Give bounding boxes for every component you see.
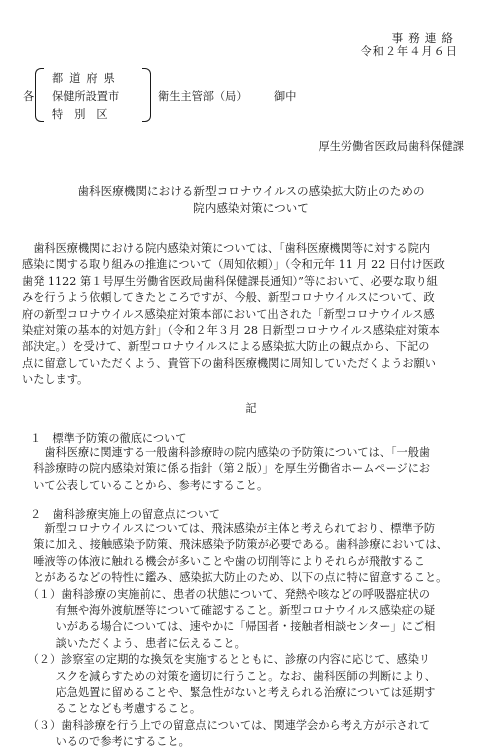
list-item-line: スクを減らすための対策を適切に行うこと。なお、歯科医師の判断により、 bbox=[22, 669, 436, 683]
document-type-label: 事務連絡 bbox=[391, 31, 458, 45]
addressee-department: 衛生主管部（局） bbox=[158, 90, 248, 103]
section-1-line: 科診療時の院内感染対策に係る指針（第２版）」を厚生労働省ホームページにお bbox=[22, 462, 431, 476]
addressee-prefix: 各 bbox=[23, 90, 35, 103]
document-date: 令和２年４月６日 bbox=[360, 45, 458, 58]
document-title-line-2: 院内感染対策について bbox=[193, 201, 309, 215]
body-line: 点に留意していただくよう、貴管下の歯科医療機関に周知していただくようお願い bbox=[22, 356, 436, 370]
body-line: 府の新型コロナウイルス感染症対策本部において出された「新型コロナウイルス感 bbox=[22, 307, 435, 321]
body-line: 歯科医療機関における院内感染対策については、「歯科医療機関等に対する院内 bbox=[22, 242, 431, 255]
section-1-line: 歯科医療に関連する一般歯科診療時の院内感染の予防策については、「一般歯 bbox=[22, 446, 431, 459]
section-2-line: 策に加え、接触感染予防策、飛沫感染予防策が必要である。歯科診療においては、 bbox=[22, 538, 448, 552]
addressee-line-prefectures: 都道府県 bbox=[52, 72, 121, 85]
list-item-line: 応急処置に留めることや、緊急性がないと考えられる治療については延期す bbox=[22, 686, 436, 700]
list-item-line: いるので参考にすること。 bbox=[22, 735, 190, 749]
ki-heading: 記 bbox=[245, 402, 257, 415]
addressee-line-cities: 保健所設置市 bbox=[52, 90, 120, 103]
section-1-heading: １ 標準予防策の徹底について bbox=[30, 432, 187, 445]
list-item-2 bbox=[22, 652, 448, 718]
section-1-body bbox=[22, 445, 430, 494]
left-bracket bbox=[35, 68, 44, 122]
addressee-honorific: 御中 bbox=[274, 90, 297, 103]
list-item-line: （２）診察室の定期的な換気を実施するとともに、診療の内容に応じて、感染リ bbox=[22, 653, 431, 667]
list-item-line: 談いただくよう、患者に伝えること。 bbox=[22, 636, 246, 650]
list-item-line: （１）歯科診療の実施前に、患者の状態について、発熱や咳などの呼吸器症状の bbox=[22, 587, 430, 601]
section-2-line: 新型コロナウイルスについては、飛沫感染が主体と考えられており、標準予防 bbox=[22, 522, 436, 535]
section-2-line: とがあるなどの特性に鑑み、感染拡大防止のため、以下の点に特に留意すること。 bbox=[22, 571, 448, 585]
list-item-1 bbox=[22, 587, 448, 653]
list-item-line: （３）歯科診療を行う上での留意点については、関連学会から考え方が示されて bbox=[22, 718, 431, 732]
body-line: いたします。 bbox=[22, 373, 89, 387]
body-line: 部決定。）を受けて、新型コロナウイルスによる感染拡大防止の観点から、下記の bbox=[22, 340, 430, 354]
list-item-line: 有無や海外渡航歴等について確認すること。新型コロナウイルス感染症の疑 bbox=[22, 604, 436, 618]
addressee-block bbox=[22, 64, 322, 126]
body-paragraph bbox=[22, 241, 472, 389]
section-1-line: いて公表していることから、参考にすること。 bbox=[22, 478, 269, 492]
section-2-line: 唾液等の体液に触れる機会が多いことや歯の切削等によりそれらが飛散するこ bbox=[22, 554, 425, 568]
body-line: 染症対策の基本的対処方針」（令和２年３月 28 日新型コロナウイルス感染症対策本 bbox=[22, 324, 440, 338]
sender: 厚生労働省医政局歯科保健課 bbox=[318, 140, 464, 153]
section-2-heading: ２ 歯科診療実施上の留意点について bbox=[30, 508, 220, 521]
body-line: 感染に関する取り組みの推進について（周知依頼）」（令和元年 11 月 22 日付け医政 bbox=[22, 258, 445, 272]
body-line: 歯発 1122 第１号厚生労働省医政局歯科保健課長通知）”等において、必要な取り組 bbox=[22, 274, 438, 288]
document-title-line-1: 歯科医療機関における新型コロナウイルスの感染拡大防止のための bbox=[77, 184, 425, 198]
list-item-3 bbox=[22, 718, 448, 751]
list-item-line: ることなども考慮すること。 bbox=[22, 702, 202, 716]
addressee-line-wards: 特別区 bbox=[52, 108, 119, 121]
right-bracket bbox=[142, 68, 151, 122]
section-2-body bbox=[22, 521, 448, 751]
body-line: みを行うよう依頼してきたところですが、今般、新型コロナウイルスについて、政 bbox=[22, 291, 435, 305]
list-item-line: いがある場合については、速やかに「帰国者・接触者相談センター」にご相 bbox=[22, 620, 436, 634]
